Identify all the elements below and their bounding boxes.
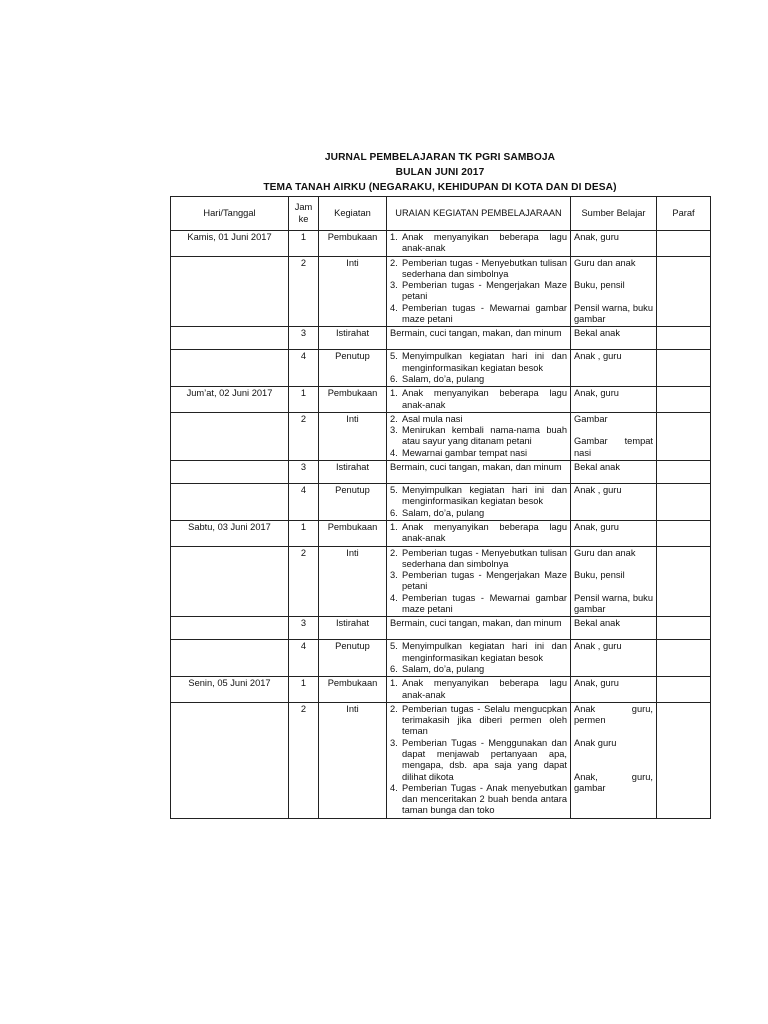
cell-kegiatan: Istirahat — [319, 461, 387, 484]
cell-uraian-kegiatan — [387, 461, 571, 484]
cell-jam-ke: 2 — [289, 412, 319, 460]
cell-kegiatan: Istirahat — [319, 617, 387, 640]
table-row — [171, 412, 711, 460]
activity-item — [390, 593, 567, 616]
activity-text: Pemberian tugas - Menyebutkan tulisan sederhana dan simbolnya — [402, 257, 567, 279]
activity-item — [390, 664, 567, 675]
cell-uraian-kegiatan — [387, 256, 571, 327]
header-paraf: Paraf — [657, 197, 711, 231]
cell-jam-ke: 4 — [289, 640, 319, 677]
cell-paraf — [657, 677, 711, 703]
cell-jam-ke: 3 — [289, 617, 319, 640]
cell-jam-ke: 1 — [289, 387, 319, 413]
table-row — [171, 256, 711, 327]
activity-number: 6. — [390, 507, 398, 518]
activity-item — [390, 641, 567, 664]
cell-hari-tanggal: Jum’at, 02 Juni 2017 — [171, 387, 289, 413]
table-row — [171, 327, 711, 350]
cell-hari-tanggal: Senin, 05 Juni 2017 — [171, 677, 289, 703]
activity-number: 5. — [390, 641, 398, 652]
cell-sumber-belajar: Anak guru, permen Anak guru Anak, guru, gambar — [571, 702, 657, 818]
cell-hari-tanggal — [171, 640, 289, 677]
header-kegiatan: Kegiatan — [319, 197, 387, 231]
activity-text: Pemberian Tugas - Menggunakan dan dapat menjawab pertanyaan apa, mengapa, dsb. apa saja yang dapat dilihat dikota — [402, 737, 567, 782]
table-row — [171, 617, 711, 640]
activity-text: Salam, do’a, pulang — [402, 663, 485, 674]
activity-number: 3. — [390, 425, 398, 436]
activity-item — [390, 522, 567, 545]
activity-item — [390, 448, 567, 459]
activity-item — [390, 280, 567, 303]
cell-paraf — [657, 327, 711, 350]
activity-text: Pemberian tugas - Mewarnai gambar maze petani — [402, 592, 567, 615]
cell-uraian-kegiatan — [387, 412, 571, 460]
activity-text: Menirukan kembali nama-nama buah atau sayur yang ditanam petani — [402, 425, 567, 447]
cell-jam-ke: 2 — [289, 702, 319, 818]
activity-text: Pemberian tugas - Selalu mengucpkan terimakasih jika diberi permen oleh teman — [402, 703, 567, 737]
cell-uraian-kegiatan — [387, 702, 571, 818]
cell-sumber-belajar: Guru dan anak Buku, pensil Pensil warna, buku gambar — [571, 256, 657, 327]
cell-hari-tanggal — [171, 702, 289, 818]
cell-hari-tanggal — [171, 546, 289, 617]
cell-kegiatan: Penutup — [319, 640, 387, 677]
activity-item — [390, 388, 567, 411]
cell-sumber-belajar: Bekal anak — [571, 461, 657, 484]
activity-item — [390, 351, 567, 374]
cell-paraf — [657, 640, 711, 677]
activity-item — [390, 548, 567, 571]
activity-number: 4. — [390, 447, 398, 458]
activity-number: 5. — [390, 485, 398, 496]
activity-text: Bermain, cuci tangan, makan, dan minum — [390, 462, 562, 473]
cell-jam-ke: 1 — [289, 520, 319, 546]
cell-jam-ke: 2 — [289, 256, 319, 327]
activity-item — [390, 783, 567, 817]
cell-paraf — [657, 350, 711, 387]
activity-text: Pemberian tugas - Menyebutkan tulisan sederhana dan simbolnya — [402, 547, 567, 569]
cell-paraf — [657, 387, 711, 413]
cell-uraian-kegiatan — [387, 617, 571, 640]
cell-paraf — [657, 520, 711, 546]
cell-uraian-kegiatan — [387, 520, 571, 546]
document-header — [170, 150, 710, 195]
cell-paraf — [657, 484, 711, 521]
cell-uraian-kegiatan — [387, 387, 571, 413]
activity-item — [390, 258, 567, 281]
cell-uraian-kegiatan — [387, 231, 571, 257]
cell-jam-ke: 4 — [289, 350, 319, 387]
cell-hari-tanggal — [171, 412, 289, 460]
cell-paraf — [657, 461, 711, 484]
cell-kegiatan: Pembukaan — [319, 677, 387, 703]
cell-kegiatan: Pembukaan — [319, 231, 387, 257]
activity-text: Pemberian tugas - Mengerjakan Maze petani — [402, 280, 567, 302]
cell-uraian-kegiatan — [387, 546, 571, 617]
cell-jam-ke: 1 — [289, 231, 319, 257]
cell-hari-tanggal: Sabtu, 03 Juni 2017 — [171, 520, 289, 546]
header-jam-ke: Jam ke — [289, 197, 319, 231]
activity-item — [390, 232, 567, 255]
activity-text: Salam, do’a, pulang — [402, 373, 485, 384]
activity-text: Salam, do’a, pulang — [402, 507, 485, 518]
journal-table — [170, 196, 711, 819]
table-row — [171, 461, 711, 484]
cell-jam-ke: 3 — [289, 461, 319, 484]
cell-kegiatan: Pembukaan — [319, 520, 387, 546]
cell-sumber-belajar: Guru dan anak Buku, pensil Pensil warna, buku gambar — [571, 546, 657, 617]
cell-hari-tanggal — [171, 327, 289, 350]
activity-item — [390, 508, 567, 519]
activity-number: 3. — [390, 280, 398, 291]
journal-body — [171, 231, 711, 819]
cell-kegiatan: Istirahat — [319, 327, 387, 350]
header-hari-tanggal: Hari/Tanggal — [171, 197, 289, 231]
cell-paraf — [657, 412, 711, 460]
activity-text: Anak menyanyikan beberapa lagu anak-anak — [402, 678, 567, 700]
document-title: JURNAL PEMBELAJARAN TK PGRI SAMBOJA — [324, 152, 556, 163]
cell-kegiatan: Penutup — [319, 484, 387, 521]
activity-number: 1. — [390, 232, 398, 242]
cell-paraf — [657, 231, 711, 257]
cell-sumber-belajar: Gambar Gambar tempat nasi — [571, 412, 657, 460]
cell-jam-ke: 4 — [289, 484, 319, 521]
activity-item — [390, 704, 567, 738]
cell-kegiatan: Penutup — [319, 350, 387, 387]
cell-hari-tanggal — [171, 617, 289, 640]
cell-kegiatan: Inti — [319, 546, 387, 617]
table-row — [171, 387, 711, 413]
activity-text: Pemberian tugas - Mewarnai gambar maze petani — [402, 302, 567, 325]
cell-hari-tanggal — [171, 484, 289, 521]
activity-item — [390, 414, 567, 425]
table-row — [171, 702, 711, 818]
cell-kegiatan: Inti — [319, 412, 387, 460]
cell-sumber-belajar: Anak, guru — [571, 231, 657, 257]
cell-hari-tanggal — [171, 350, 289, 387]
activity-text: Mewarnai gambar tempat nasi — [402, 447, 528, 458]
cell-sumber-belajar: Anak, guru — [571, 520, 657, 546]
cell-uraian-kegiatan — [387, 484, 571, 521]
table-row — [171, 350, 711, 387]
activity-number: 4. — [390, 782, 398, 793]
activity-text: Anak menyanyikan beberapa lagu anak-anak — [402, 388, 567, 410]
table-row — [171, 546, 711, 617]
activity-number: 2. — [390, 547, 398, 558]
cell-uraian-kegiatan — [387, 640, 571, 677]
header-uraian-kegiatan: URAIAN KEGIATAN PEMBELAJARAAN — [387, 197, 571, 231]
activity-text: Anak menyanyikan beberapa lagu anak-anak — [402, 232, 567, 254]
document-month: BULAN JUNI 2017 — [395, 167, 485, 178]
activity-number: 1. — [390, 521, 398, 532]
activity-number: 4. — [390, 592, 398, 603]
cell-paraf — [657, 617, 711, 640]
table-row — [171, 520, 711, 546]
activity-text: Pemberian tugas - Mengerjakan Maze petani — [402, 570, 567, 592]
activity-number: 1. — [390, 388, 398, 399]
activity-item — [390, 678, 567, 701]
activity-text: Bermain, cuci tangan, makan, dan minum — [390, 328, 562, 339]
activity-text: Asal mula nasi — [402, 413, 463, 424]
cell-jam-ke: 1 — [289, 677, 319, 703]
cell-paraf — [657, 546, 711, 617]
cell-sumber-belajar: Anak, guru — [571, 387, 657, 413]
activity-number: 6. — [390, 663, 398, 674]
cell-kegiatan: Pembukaan — [319, 387, 387, 413]
activity-item — [390, 485, 567, 508]
header-sumber-belajar: Sumber Belajar — [571, 197, 657, 231]
activity-number: 2. — [390, 413, 398, 424]
cell-sumber-belajar: Bekal anak — [571, 617, 657, 640]
cell-paraf — [657, 256, 711, 327]
document-theme: TEMA TANAH AIRKU (NEGARAKU, KEHIDUPAN DI KOTA DAN DI DESA) — [263, 182, 617, 193]
cell-sumber-belajar: Anak , guru — [571, 484, 657, 521]
activity-item — [390, 374, 567, 385]
activity-item — [390, 570, 567, 593]
cell-sumber-belajar: Anak , guru — [571, 350, 657, 387]
cell-kegiatan: Inti — [319, 702, 387, 818]
cell-sumber-belajar: Anak, guru — [571, 677, 657, 703]
activity-number: 5. — [390, 351, 398, 362]
activity-number: 6. — [390, 373, 398, 384]
activity-item — [390, 303, 567, 326]
table-row — [171, 677, 711, 703]
cell-sumber-belajar: Anak , guru — [571, 640, 657, 677]
table-row — [171, 484, 711, 521]
activity-text: Bermain, cuci tangan, makan, dan minum — [390, 618, 562, 629]
table-row — [171, 640, 711, 677]
table-header-row — [171, 197, 711, 231]
activity-text: Menyimpulkan kegiatan hari ini dan menginformasikan kegiatan besok — [402, 641, 567, 663]
cell-uraian-kegiatan — [387, 327, 571, 350]
cell-hari-tanggal: Kamis, 01 Juni 2017 — [171, 231, 289, 257]
cell-jam-ke: 3 — [289, 327, 319, 350]
cell-hari-tanggal — [171, 461, 289, 484]
activity-number: 1. — [390, 678, 398, 689]
activity-number: 4. — [390, 302, 398, 313]
cell-paraf — [657, 702, 711, 818]
cell-kegiatan: Inti — [319, 256, 387, 327]
activity-text: Anak menyanyikan beberapa lagu anak-anak — [402, 521, 567, 544]
table-row — [171, 231, 711, 257]
cell-uraian-kegiatan — [387, 677, 571, 703]
cell-jam-ke: 2 — [289, 546, 319, 617]
cell-sumber-belajar: Bekal anak — [571, 327, 657, 350]
activity-text: Menyimpulkan kegiatan hari ini dan menginformasikan kegiatan besok — [402, 351, 567, 373]
activity-number: 2. — [390, 257, 398, 268]
activity-text: Pemberian Tugas - Anak menyebutkan dan menceritakan 2 buah benda antara taman bunga dan toko — [402, 782, 567, 816]
activity-item — [390, 738, 567, 783]
activity-number: 3. — [390, 570, 398, 581]
activity-number: 3. — [390, 737, 398, 748]
activity-item — [390, 425, 567, 448]
cell-uraian-kegiatan — [387, 350, 571, 387]
cell-hari-tanggal — [171, 256, 289, 327]
activity-number: 2. — [390, 703, 398, 714]
activity-text: Menyimpulkan kegiatan hari ini dan menginformasikan kegiatan besok — [402, 485, 567, 507]
